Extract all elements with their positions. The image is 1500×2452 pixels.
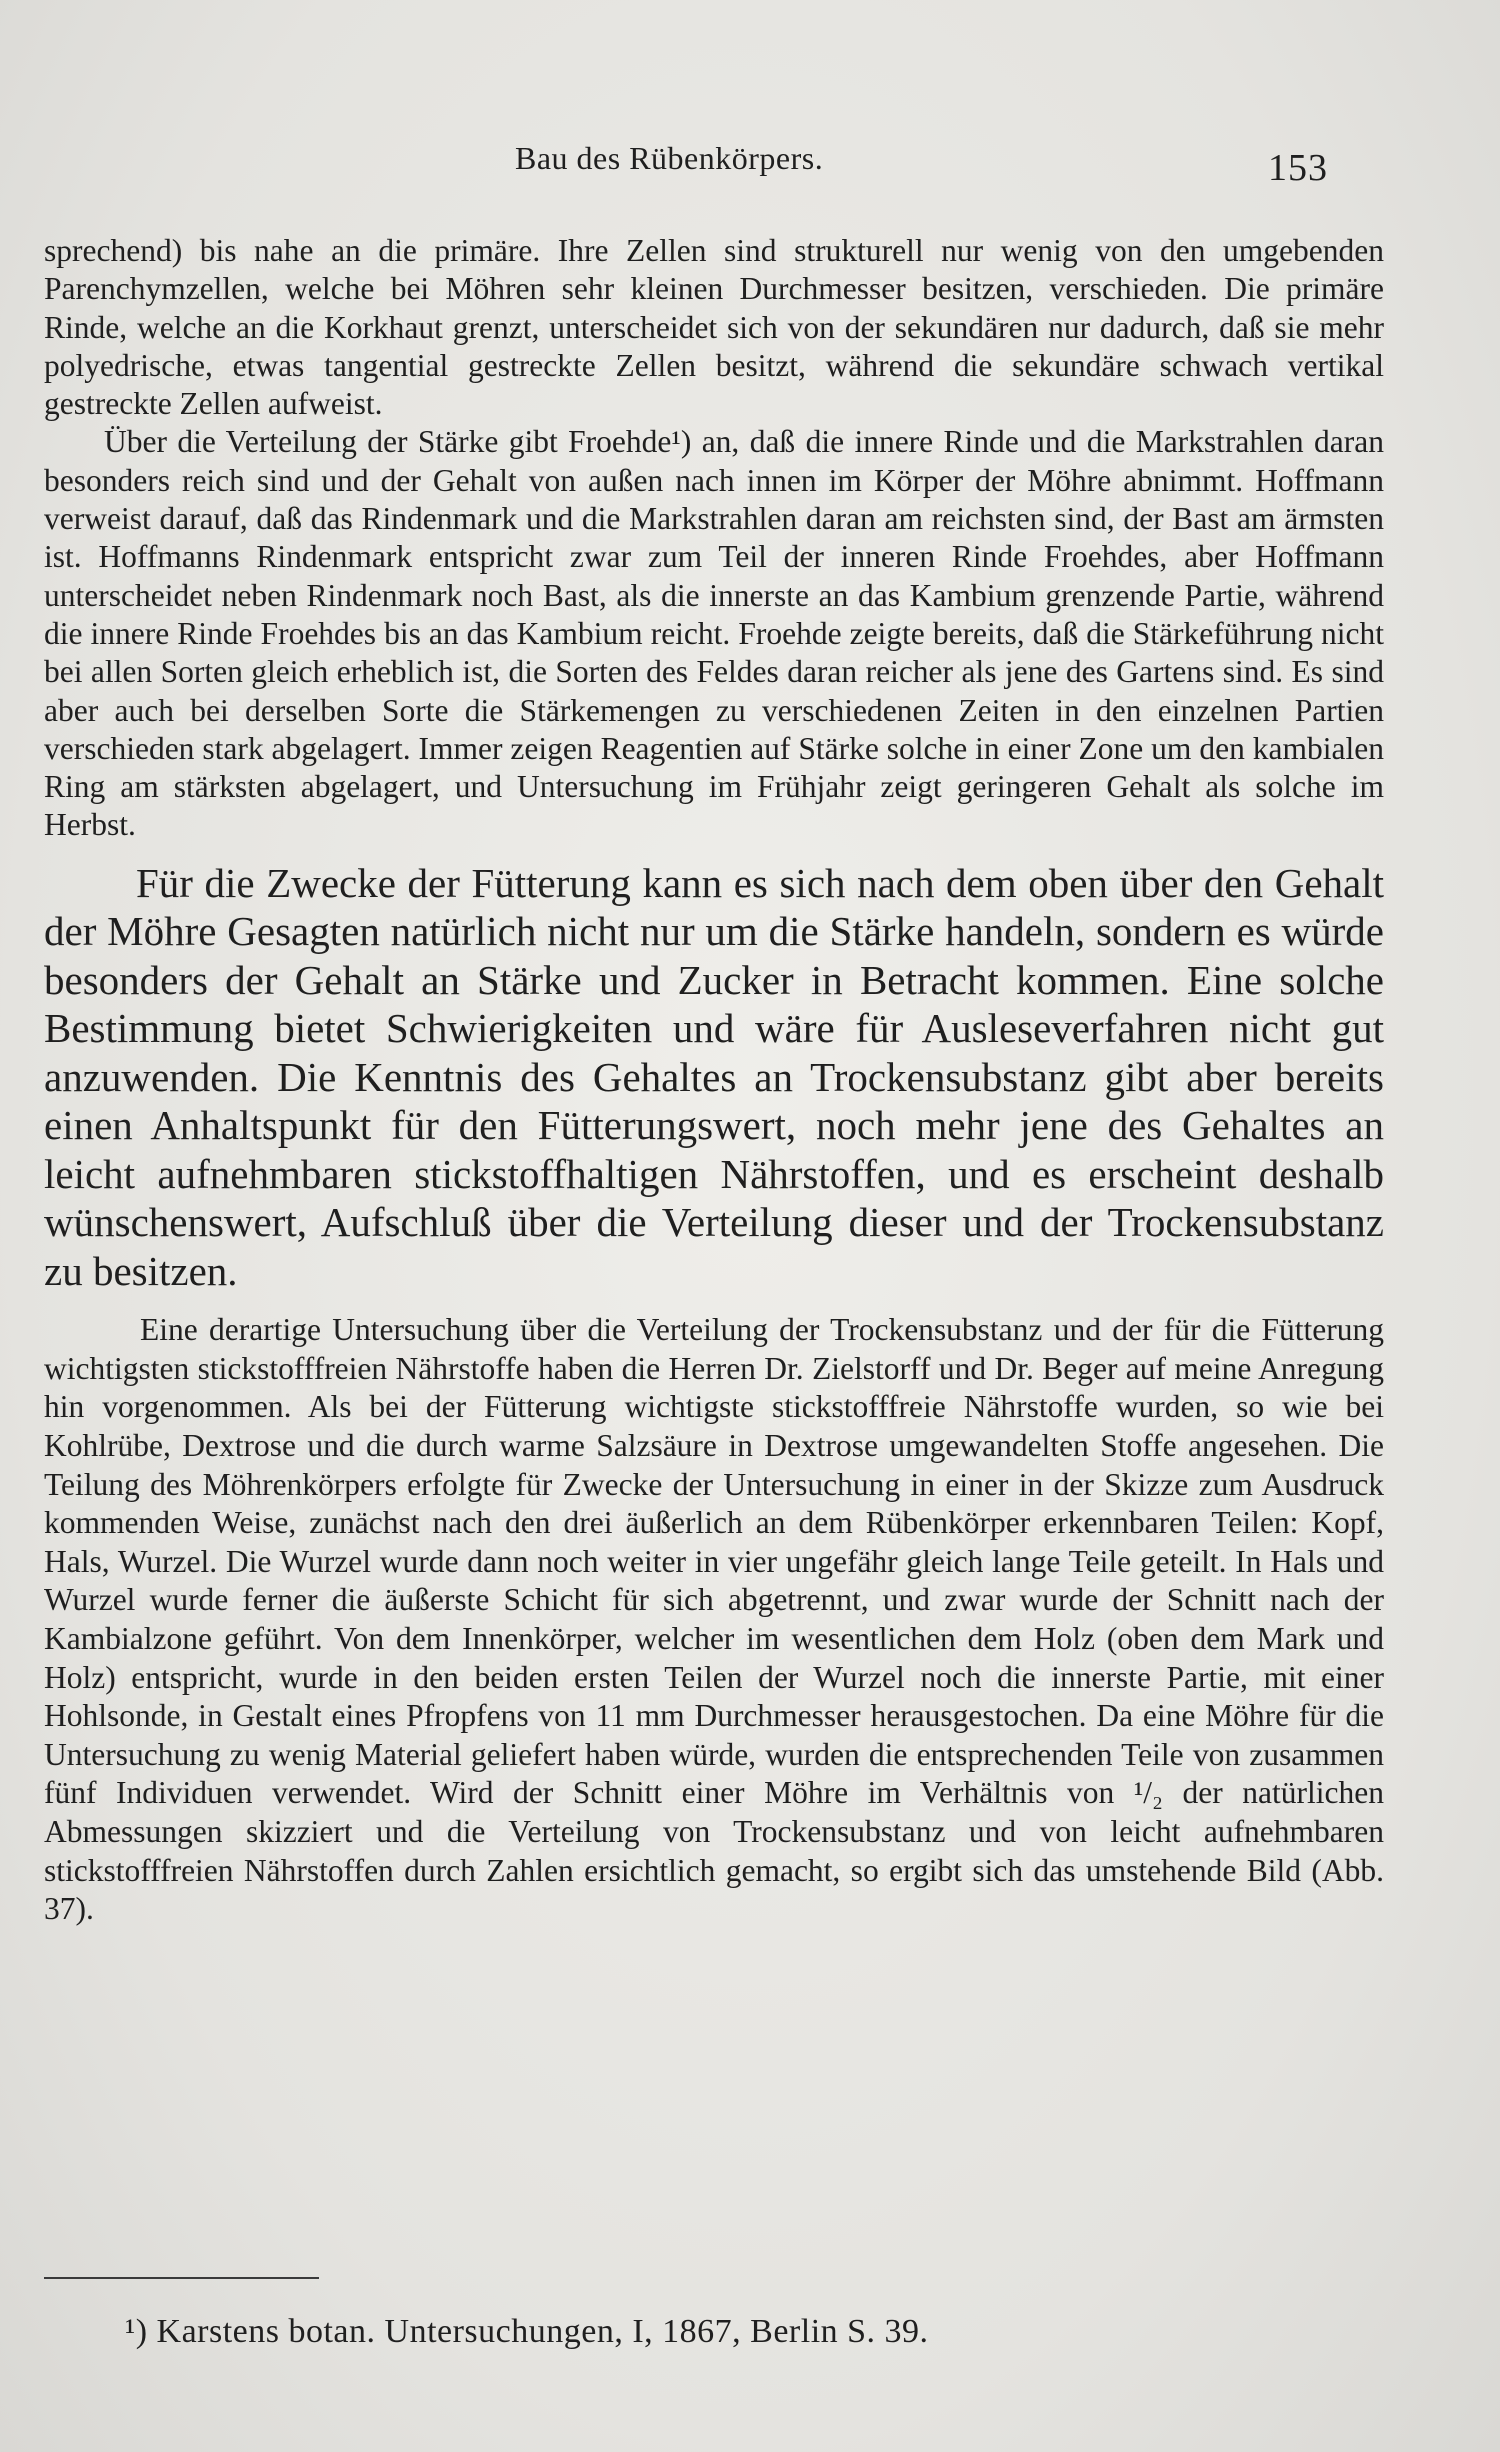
large-print-section bbox=[44, 859, 1384, 1296]
paragraph-starch-distribution: Über die Verteilung der Stärke gibt Froehde¹) an, daß die innere Rinde und die Markstrahlen daran besonders reich sind und der Gehalt von außen nach innen im Körper der Möhre abnimmt. Hoffmann verweist darauf, daß das Rindenmark und die Markstrahlen daran am reichsten sind, der Bast am ärmsten ist. Hoffmanns Rindenmark entspricht zwar zum Teil der inneren Rinde Froehdes, aber Hoffmann unterscheidet neben Rindenmark noch Bast, als die innerste an das Kambium grenzende Partie, während die innere Rinde Froehdes bis an das Kambium reicht. Froehde zeigte bereits, daß die Stärkeführung nicht bei allen Sorten gleich erheblich ist, die Sorten des Feldes daran reicher als jene des Gartens sind. Es sind aber auch bei derselben Sorte die Stärkemengen zu verschiedenen Zeiten in den einzelnen Partien verschieden stark abgelagert. Immer zeigen Reagentien auf Stärke solche in einer Zone um den kambialen Ring am stärksten abgelagert, und Untersuchung im Frühjahr zeigt geringeren Gehalt als solche im Herbst. bbox=[44, 424, 1384, 843]
paragraph-feeding-purpose: Für die Zwecke der Fütterung kann es sich nach dem oben über den Gehalt der Möhre Gesagten natürlich nicht nur um die Stärke handeln, sondern es würde besonders der Gehalt an Stärke und Zucker in Betracht kommen. Eine solche Bestimmung bietet Schwierigkeiten und wäre für Ausleseverfahren nicht gut anzuwenden. Die Kenntnis des Gehaltes an Trockensubstanz gibt aber bereits einen Anhaltspunkt für den Fütterungswert, noch mehr jene des Gehaltes an leicht aufnehmbaren stickstoffhaltigen Nährstoffen, und es erscheint deshalb wünschenswert, Aufschluß über die Verteilung dieser und der Trockensubstanz zu besitzen. bbox=[44, 859, 1384, 1294]
body-text bbox=[44, 232, 1384, 1929]
small-print-section bbox=[44, 232, 1384, 845]
page-header bbox=[0, 132, 1500, 192]
paragraph-investigation: Eine derartige Untersuchung über die Verteilung der Trockensubstanz und der für die Fütterung wichtigsten stickstofffreien Nährstoffe haben die Herren Dr. Zielstorff und Dr. Beger auf meine Anregung hin vorgenommen. Als bei der Fütterung wichtigste stickstofffreie Nährstoffe wurden, so wie bei Kohlrübe, Dextrose und die durch warme Salzsäure in Dextrose umgewandelten Stoffe angesehen. Die Teilung des Möhrenkörpers erfolgte für Zwecke der Untersuchung in einer in der Skizze zum Ausdruck kommenden Weise, zunächst nach den drei äußerlich an dem Rübenkörper erkennbaren Teilen: Kopf, Hals, Wurzel. Die Wurzel wurde dann noch weiter in vier ungefähr gleich lange Teile geteilt. In Hals und Wurzel wurde ferner die äußerste Schicht für sich abgetrennt, und zwar wurde der Schnitt nach der Kambialzone geführt. Von dem Innenkörper, welcher im wesentlichen dem Holz (oben dem Mark und Holz) entspricht, wurde in den beiden ersten Teilen der Wurzel noch die innerste Partie, mit einer Hohlsonde, in Gestalt eines Pfropfens von 11 mm Durchmesser herausgestochen. Da eine Möhre für die Untersuchung zu wenig Material geliefert haben würde, wurden die entsprechenden Teile von zusammen fünf Individuen verwendet. Wird der Schnitt einer Möhre im Verhältnis von ¹/₂ der natürlichen Abmessungen skizziert und die Verteilung von Trockensubstanz und von leicht aufnehmbaren stickstofffreien Nährstoffen durch Zahlen ersichtlich gemacht, so ergibt sich das umstehende Bild (Abb. 37). bbox=[44, 1312, 1384, 1927]
small-print-section-2 bbox=[44, 1311, 1384, 1929]
paragraph-continued: sprechend) bis nahe an die primäre. Ihre Zellen sind strukturell nur wenig von den umgebenden Parenchymzellen, welche bei Möhren sehr kleinen Durchmesser besitzen, verschieden. Die primäre Rinde, welche an die Korkhaut grenzt, unterscheidet sich von der sekundären nur dadurch, daß sie mehr polyedrische, etwas tangential gestreckte Zellen besitzt, während die sekundäre schwach vertikal gestreckte Zellen aufweist. bbox=[44, 233, 1384, 422]
page-number: 153 bbox=[1268, 147, 1328, 189]
footnote-divider bbox=[44, 2277, 319, 2279]
footnote: ¹) Karstens botan. Untersuchungen, I, 1867, Berlin S. 39. bbox=[125, 2313, 929, 2350]
running-title: Bau des Rübenkörpers. bbox=[515, 140, 824, 176]
